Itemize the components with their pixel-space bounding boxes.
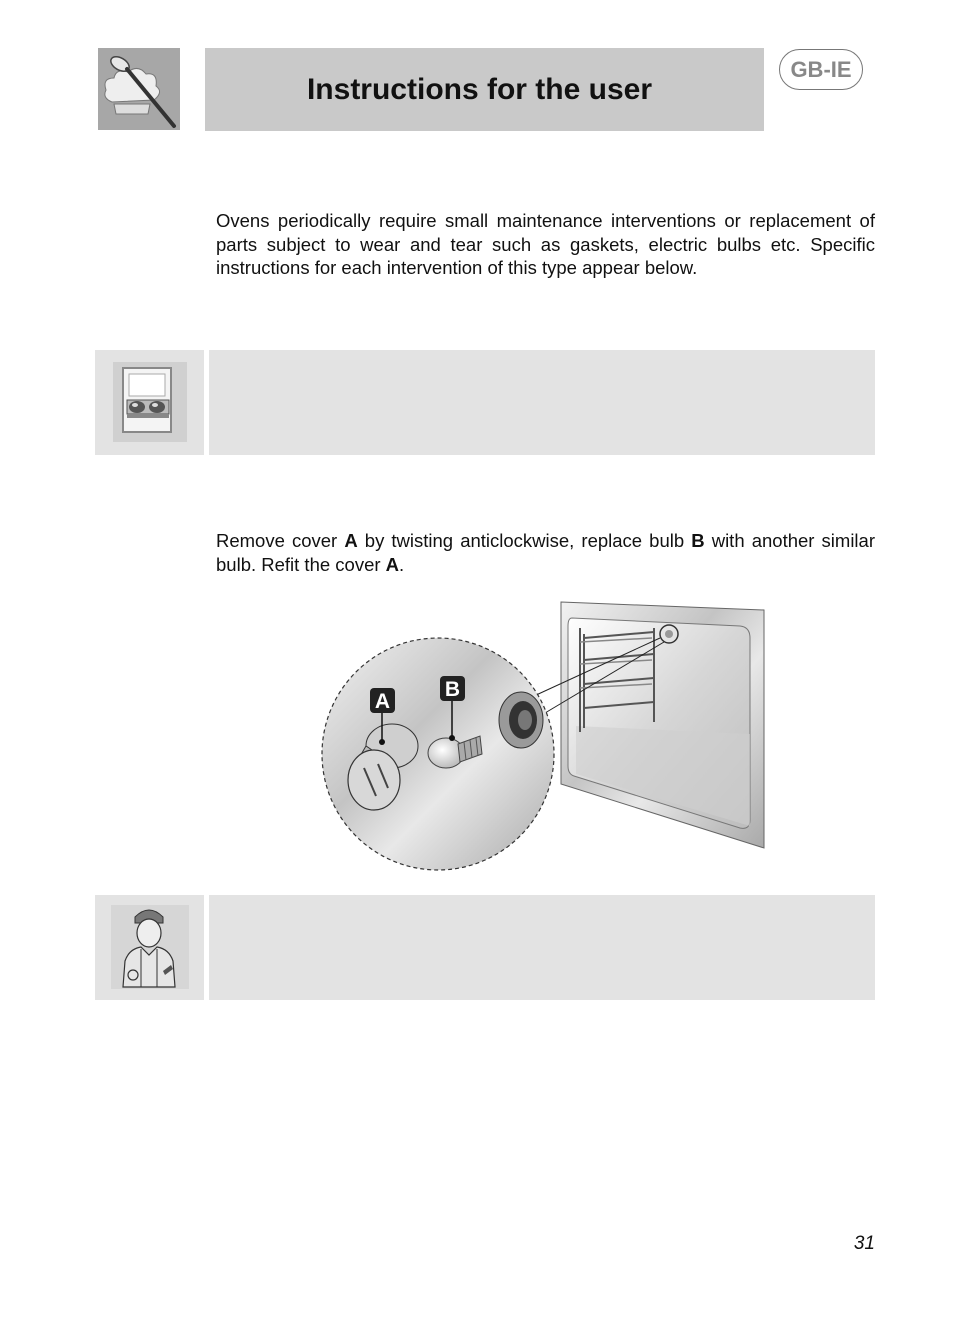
section-icon-box bbox=[95, 895, 204, 1000]
instruction-text: with another similar bulb. Refit the cover bbox=[216, 530, 875, 575]
detail-magnifier bbox=[322, 638, 554, 870]
oven-cavity bbox=[561, 602, 764, 848]
label-b: B bbox=[444, 678, 461, 701]
oven-light-icon bbox=[95, 350, 204, 455]
technician-icon bbox=[95, 895, 204, 1000]
instruction-text: by twisting anticlockwise, replace bulb bbox=[357, 530, 692, 551]
section-bar bbox=[209, 350, 875, 455]
section-bar bbox=[209, 895, 875, 1000]
language-badge: GB-IE bbox=[779, 49, 863, 90]
page-title: Instructions for the user bbox=[306, 72, 653, 106]
instruction-bold: B bbox=[691, 530, 705, 551]
bulb-replacement-illustration bbox=[320, 598, 770, 883]
instruction-paragraph bbox=[216, 529, 875, 576]
intro-paragraph: Ovens periodically require small maintenance interventions or replacement of parts subject to wear and tear such as gaskets, electric bulbs etc. Specific instructions for each intervention of this type appear below. bbox=[216, 210, 875, 278]
header-bar bbox=[205, 48, 764, 131]
spoon-chef-hat-icon bbox=[98, 48, 180, 130]
bulb-socket bbox=[499, 692, 543, 748]
page-number: 31 bbox=[853, 1233, 875, 1254]
label-a: A bbox=[374, 690, 391, 713]
instruction-bold: A bbox=[385, 553, 400, 575]
instruction-text: Remove cover bbox=[216, 530, 345, 551]
instruction-text: . bbox=[399, 553, 405, 575]
instruction-bold: A bbox=[344, 530, 358, 551]
section-icon-box bbox=[95, 350, 204, 455]
